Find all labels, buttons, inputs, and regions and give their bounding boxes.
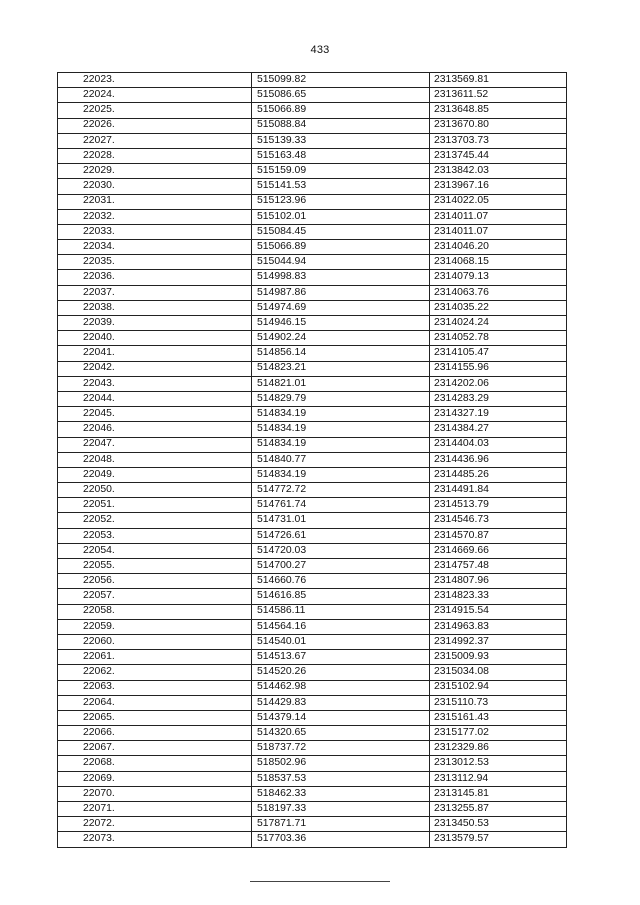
table-row: [58, 407, 567, 422]
table-row: [58, 179, 567, 194]
x-coordinate-cell: 514987.86: [252, 285, 430, 300]
x-coordinate-cell: 515044.94: [252, 255, 430, 270]
y-coordinate-cell: 2313967.16: [430, 179, 567, 194]
point-id-cell: 22042.: [58, 361, 252, 376]
y-coordinate-cell: 2313745.44: [430, 148, 567, 163]
y-coordinate-cell: 2314807.96: [430, 574, 567, 589]
x-coordinate-cell: 515102.01: [252, 209, 430, 224]
y-coordinate-cell: 2314669.66: [430, 543, 567, 558]
y-coordinate-cell: 2314105.47: [430, 346, 567, 361]
table-row: [58, 103, 567, 118]
point-id-cell: 22047.: [58, 437, 252, 452]
x-coordinate-cell: 515123.96: [252, 194, 430, 209]
x-coordinate-cell: 514834.19: [252, 437, 430, 452]
x-coordinate-cell: 518197.33: [252, 802, 430, 817]
y-coordinate-cell: 2313255.87: [430, 802, 567, 817]
point-id-cell: 22033.: [58, 224, 252, 239]
x-coordinate-cell: 514320.65: [252, 726, 430, 741]
point-id-cell: 22061.: [58, 650, 252, 665]
y-coordinate-cell: 2314155.96: [430, 361, 567, 376]
point-id-cell: 22049.: [58, 467, 252, 482]
x-coordinate-cell: 518737.72: [252, 741, 430, 756]
table-row: [58, 270, 567, 285]
point-id-cell: 22038.: [58, 300, 252, 315]
table-row: [58, 559, 567, 574]
table-row: [58, 422, 567, 437]
y-coordinate-cell: 2314570.87: [430, 528, 567, 543]
x-coordinate-cell: 514700.27: [252, 559, 430, 574]
point-id-cell: 22044.: [58, 391, 252, 406]
y-coordinate-cell: 2315177.02: [430, 726, 567, 741]
x-coordinate-cell: 514834.19: [252, 422, 430, 437]
x-coordinate-cell: 515086.65: [252, 88, 430, 103]
table-row: [58, 665, 567, 680]
y-coordinate-cell: 2314283.29: [430, 391, 567, 406]
table-row: [58, 255, 567, 270]
y-coordinate-cell: 2314327.19: [430, 407, 567, 422]
x-coordinate-cell: 514840.77: [252, 452, 430, 467]
coordinates-table-body: [58, 73, 567, 848]
x-coordinate-cell: 517703.36: [252, 832, 430, 847]
table-row: [58, 513, 567, 528]
y-coordinate-cell: 2314011.07: [430, 224, 567, 239]
table-row: [58, 300, 567, 315]
point-id-cell: 22054.: [58, 543, 252, 558]
y-coordinate-cell: 2314546.73: [430, 513, 567, 528]
y-coordinate-cell: 2314436.96: [430, 452, 567, 467]
y-coordinate-cell: 2314068.15: [430, 255, 567, 270]
x-coordinate-cell: 515159.09: [252, 164, 430, 179]
x-coordinate-cell: 515099.82: [252, 73, 430, 88]
point-id-cell: 22041.: [58, 346, 252, 361]
x-coordinate-cell: 514834.19: [252, 407, 430, 422]
x-coordinate-cell: 514586.11: [252, 604, 430, 619]
table-row: [58, 802, 567, 817]
x-coordinate-cell: 518537.53: [252, 771, 430, 786]
table-row: [58, 118, 567, 133]
y-coordinate-cell: 2315161.43: [430, 710, 567, 725]
table-row: [58, 498, 567, 513]
point-id-cell: 22037.: [58, 285, 252, 300]
y-coordinate-cell: 2314384.27: [430, 422, 567, 437]
point-id-cell: 22059.: [58, 619, 252, 634]
table-row: [58, 726, 567, 741]
point-id-cell: 22064.: [58, 695, 252, 710]
table-row: [58, 240, 567, 255]
point-id-cell: 22034.: [58, 240, 252, 255]
table-row: [58, 817, 567, 832]
x-coordinate-cell: 514834.19: [252, 467, 430, 482]
y-coordinate-cell: 2313579.57: [430, 832, 567, 847]
y-coordinate-cell: 2313611.52: [430, 88, 567, 103]
point-id-cell: 22039.: [58, 316, 252, 331]
x-coordinate-cell: 514902.24: [252, 331, 430, 346]
x-coordinate-cell: 514731.01: [252, 513, 430, 528]
point-id-cell: 22062.: [58, 665, 252, 680]
table-row: [58, 133, 567, 148]
y-coordinate-cell: 2314491.84: [430, 483, 567, 498]
point-id-cell: 22023.: [58, 73, 252, 88]
x-coordinate-cell: 518502.96: [252, 756, 430, 771]
footer-rule: [250, 881, 390, 882]
y-coordinate-cell: 2313450.53: [430, 817, 567, 832]
point-id-cell: 22025.: [58, 103, 252, 118]
table-row: [58, 589, 567, 604]
point-id-cell: 22065.: [58, 710, 252, 725]
x-coordinate-cell: 514429.83: [252, 695, 430, 710]
y-coordinate-cell: 2314992.37: [430, 634, 567, 649]
table-row: [58, 832, 567, 847]
x-coordinate-cell: 515066.89: [252, 240, 430, 255]
table-row: [58, 604, 567, 619]
table-row: [58, 650, 567, 665]
y-coordinate-cell: 2313145.81: [430, 786, 567, 801]
table-row: [58, 619, 567, 634]
table-row: [58, 467, 567, 482]
table-row: [58, 346, 567, 361]
y-coordinate-cell: 2313703.73: [430, 133, 567, 148]
y-coordinate-cell: 2314022.05: [430, 194, 567, 209]
y-coordinate-cell: 2313648.85: [430, 103, 567, 118]
x-coordinate-cell: 514462.98: [252, 680, 430, 695]
table-row: [58, 148, 567, 163]
point-id-cell: 22045.: [58, 407, 252, 422]
point-id-cell: 22035.: [58, 255, 252, 270]
y-coordinate-cell: 2313670.80: [430, 118, 567, 133]
point-id-cell: 22070.: [58, 786, 252, 801]
y-coordinate-cell: 2313569.81: [430, 73, 567, 88]
x-coordinate-cell: 514998.83: [252, 270, 430, 285]
point-id-cell: 22029.: [58, 164, 252, 179]
point-id-cell: 22068.: [58, 756, 252, 771]
table-row: [58, 164, 567, 179]
y-coordinate-cell: 2314046.20: [430, 240, 567, 255]
x-coordinate-cell: 514761.74: [252, 498, 430, 513]
point-id-cell: 22046.: [58, 422, 252, 437]
x-coordinate-cell: 514379.14: [252, 710, 430, 725]
point-id-cell: 22058.: [58, 604, 252, 619]
table-row: [58, 361, 567, 376]
y-coordinate-cell: 2314404.03: [430, 437, 567, 452]
table-row: [58, 452, 567, 467]
point-id-cell: 22057.: [58, 589, 252, 604]
point-id-cell: 22031.: [58, 194, 252, 209]
x-coordinate-cell: 514856.14: [252, 346, 430, 361]
y-coordinate-cell: 2314052.78: [430, 331, 567, 346]
point-id-cell: 22036.: [58, 270, 252, 285]
x-coordinate-cell: 514616.85: [252, 589, 430, 604]
point-id-cell: 22040.: [58, 331, 252, 346]
y-coordinate-cell: 2312329.86: [430, 741, 567, 756]
y-coordinate-cell: 2314823.33: [430, 589, 567, 604]
table-row: [58, 391, 567, 406]
point-id-cell: 22060.: [58, 634, 252, 649]
table-row: [58, 680, 567, 695]
x-coordinate-cell: 515084.45: [252, 224, 430, 239]
table-row: [58, 528, 567, 543]
y-coordinate-cell: 2313842.03: [430, 164, 567, 179]
x-coordinate-cell: 514726.61: [252, 528, 430, 543]
y-coordinate-cell: 2314202.06: [430, 376, 567, 391]
point-id-cell: 22028.: [58, 148, 252, 163]
table-row: [58, 224, 567, 239]
x-coordinate-cell: 514520.26: [252, 665, 430, 680]
table-row: [58, 194, 567, 209]
point-id-cell: 22048.: [58, 452, 252, 467]
table-row: [58, 771, 567, 786]
point-id-cell: 22071.: [58, 802, 252, 817]
y-coordinate-cell: 2315009.93: [430, 650, 567, 665]
y-coordinate-cell: 2314063.76: [430, 285, 567, 300]
table-row: [58, 376, 567, 391]
table-row: [58, 786, 567, 801]
table-row: [58, 543, 567, 558]
x-coordinate-cell: 514946.15: [252, 316, 430, 331]
y-coordinate-cell: 2314024.24: [430, 316, 567, 331]
x-coordinate-cell: 514821.01: [252, 376, 430, 391]
table-row: [58, 756, 567, 771]
point-id-cell: 22072.: [58, 817, 252, 832]
x-coordinate-cell: 515141.53: [252, 179, 430, 194]
y-coordinate-cell: 2314963.83: [430, 619, 567, 634]
point-id-cell: 22051.: [58, 498, 252, 513]
y-coordinate-cell: 2314011.07: [430, 209, 567, 224]
x-coordinate-cell: 514720.03: [252, 543, 430, 558]
x-coordinate-cell: 518462.33: [252, 786, 430, 801]
x-coordinate-cell: 514564.16: [252, 619, 430, 634]
x-coordinate-cell: 514660.76: [252, 574, 430, 589]
table-row: [58, 437, 567, 452]
table-row: [58, 285, 567, 300]
y-coordinate-cell: 2314079.13: [430, 270, 567, 285]
point-id-cell: 22026.: [58, 118, 252, 133]
x-coordinate-cell: 514974.69: [252, 300, 430, 315]
page-number: 433: [310, 44, 330, 56]
point-id-cell: 22073.: [58, 832, 252, 847]
y-coordinate-cell: 2313012.53: [430, 756, 567, 771]
x-coordinate-cell: 514540.01: [252, 634, 430, 649]
y-coordinate-cell: 2314757.48: [430, 559, 567, 574]
x-coordinate-cell: 515066.89: [252, 103, 430, 118]
y-coordinate-cell: 2314485.26: [430, 467, 567, 482]
table-row: [58, 209, 567, 224]
table-row: [58, 88, 567, 103]
point-id-cell: 22024.: [58, 88, 252, 103]
y-coordinate-cell: 2314035.22: [430, 300, 567, 315]
x-coordinate-cell: 514823.21: [252, 361, 430, 376]
x-coordinate-cell: 514513.67: [252, 650, 430, 665]
table-row: [58, 634, 567, 649]
x-coordinate-cell: 514829.79: [252, 391, 430, 406]
table-row: [58, 574, 567, 589]
point-id-cell: 22052.: [58, 513, 252, 528]
point-id-cell: 22056.: [58, 574, 252, 589]
point-id-cell: 22063.: [58, 680, 252, 695]
x-coordinate-cell: 515139.33: [252, 133, 430, 148]
x-coordinate-cell: 517871.71: [252, 817, 430, 832]
point-id-cell: 22043.: [58, 376, 252, 391]
table-row: [58, 710, 567, 725]
y-coordinate-cell: 2313112.94: [430, 771, 567, 786]
point-id-cell: 22055.: [58, 559, 252, 574]
y-coordinate-cell: 2315034.08: [430, 665, 567, 680]
y-coordinate-cell: 2315102.94: [430, 680, 567, 695]
point-id-cell: 22032.: [58, 209, 252, 224]
table-row: [58, 695, 567, 710]
point-id-cell: 22027.: [58, 133, 252, 148]
y-coordinate-cell: 2315110.73: [430, 695, 567, 710]
table-row: [58, 316, 567, 331]
table-row: [58, 331, 567, 346]
table-row: [58, 741, 567, 756]
table-row: [58, 73, 567, 88]
y-coordinate-cell: 2314915.54: [430, 604, 567, 619]
point-id-cell: 22050.: [58, 483, 252, 498]
coordinates-table: [57, 72, 567, 848]
x-coordinate-cell: 514772.72: [252, 483, 430, 498]
point-id-cell: 22053.: [58, 528, 252, 543]
x-coordinate-cell: 515088.84: [252, 118, 430, 133]
x-coordinate-cell: 515163.48: [252, 148, 430, 163]
point-id-cell: 22067.: [58, 741, 252, 756]
y-coordinate-cell: 2314513.79: [430, 498, 567, 513]
point-id-cell: 22066.: [58, 726, 252, 741]
table-row: [58, 483, 567, 498]
point-id-cell: 22069.: [58, 771, 252, 786]
point-id-cell: 22030.: [58, 179, 252, 194]
